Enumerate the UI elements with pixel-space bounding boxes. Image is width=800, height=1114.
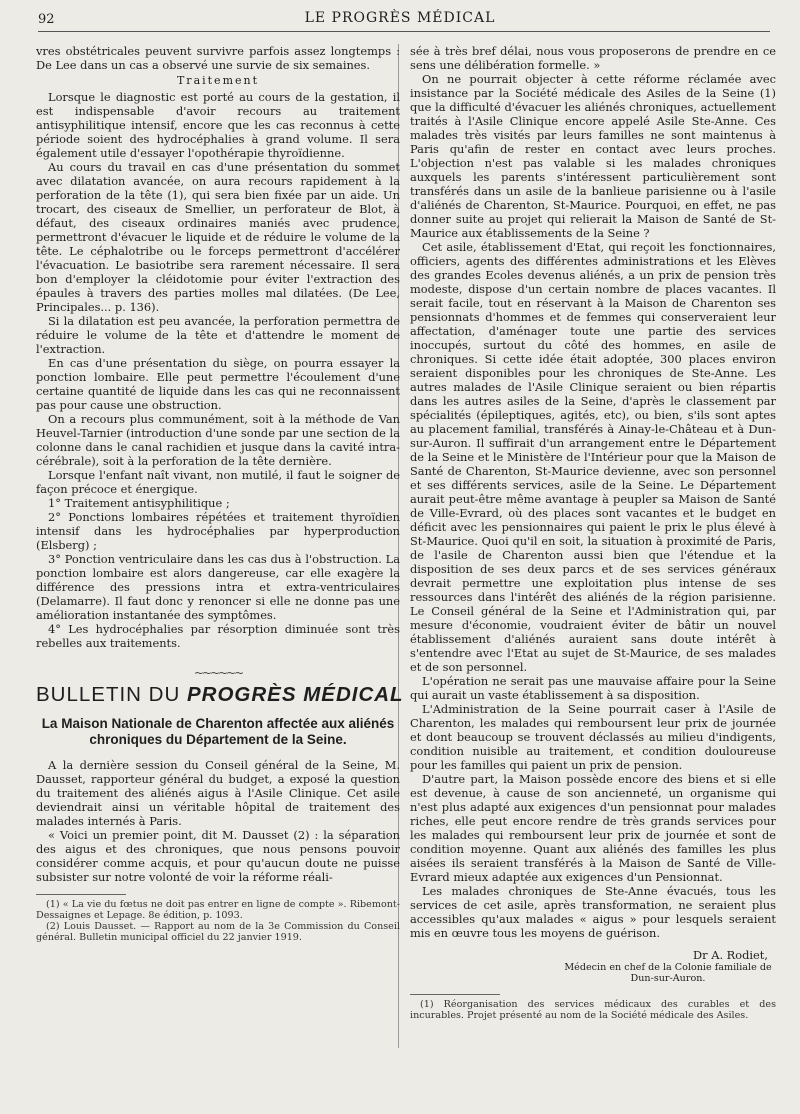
paragraph: D'autre part, la Maison possède encore des biens et si elle est devenue, à cause de son ancienneté, un organisme qui n'est plus adapté aux exigences d'un pensionnat pour malades riches, elle peut encore rendre de très grands services pour les malades qui remboursent leur prix de journée et sont de condition moyenne. Quant aux aliénés des familles les plus aisées ils seraient transférés à la Maison de Santé de Ville-Evrard mieux adaptée aux exigences d'un Pensionnat. — [410, 772, 776, 884]
article-title-line: La Maison Nationale de Charenton affectée aux aliénés — [41, 716, 395, 731]
header-rule — [38, 31, 770, 32]
footnote-rule — [36, 894, 126, 895]
footnote: (1) « La vie du fœtus ne doit pas entrer en ligne de compte ». Ribemont-Dessaignes et Lepage. 8e édition, p. 1093. — [36, 899, 400, 921]
paragraph: Lorsque le diagnostic est porté au cours de la gestation, il est indispensable d'avoir recours au traitement antisyphilitique intensif, encore que les cas reconnus à cette période soient des hydrocéphalies à grand volume. Il sera également utile d'essayer l'opothérapie thyroïdienne. — [36, 90, 400, 160]
paragraph: Lorsque l'enfant naît vivant, non mutilé, il faut le soigner de façon précoce et énergique. — [36, 468, 400, 496]
list-item: 3° Ponction ventriculaire dans les cas dus à l'obstruction. La ponction lombaire est alors dangereuse, car elle exagère la différence des pressions intra et extra-ventriculaires (Delamarre). Il faut donc y renoncer si elle ne donne pas une amélioration instantanée des symptômes. — [36, 552, 400, 622]
paragraph: On ne pourrait objecter à cette réforme réclamée avec insistance par la Société médicale des Asiles de la Seine (1) que la difficulté d'évacuer les aliénés chroniques, actuellement traités à l'Asile Clinique encore appelé Asile Ste-Anne. Ces malades très visités par leurs familles ne sont maintenus à Paris qu'afin de rester en contact avec leurs proches. L'objection n'est pas valable si les malades chroniques auxquels les parents s'intéressent particulièrement sont transférés dans un asile de la banlieue parisienne ou à l'asile d'aliénés de Charenton, St-Maurice. Pourquoi, en effet, ne pas donner suite au projet qui relierait la Maison de Santé de St-Maurice aux établissements de la Seine ? — [410, 72, 776, 240]
ornament-divider: ~~~~~~ — [193, 666, 243, 680]
signature — [410, 948, 776, 984]
paragraph: En cas d'une présentation du siège, on pourra essayer la ponction lombaire. Elle peut permettre l'écoulement d'une certaine quantité de liquide dans les cas qui ne reconnaissent pas pour cause une obstruction. — [36, 356, 400, 412]
paragraph: L'Administration de la Seine pourrait caser à l'Asile de Charenton, les malades qui remboursent leur prix de journée et dont beaucoup se trouvent déclassés au milieu d'indigents, condition nuisible au traitement, et condition douloureuse pour les familles qui paient un prix de pension. — [410, 702, 776, 772]
paragraph: On a recours plus communément, soit à la méthode de Van Heuvel-Tarnier (introduction d'une sonde par une section de la colonne dans le canal rachidien et jusque dans la cavité intra-cérébrale), soit à la perforation de la tête dernière. — [36, 412, 400, 468]
paragraph: Cet asile, établissement d'Etat, qui reçoit les fonctionnaires, officiers, agents des différentes administrations et les Elèves des grandes Ecoles devenus aliénés, a un prix de pension très modeste, dispose d'un certain nombre de places vacantes. Il serait facile, tout en réservant à la Maison de Charenton ses pensionnats d'hommes et de femmes qui conserveraient leur affectation, d'aménager toute une partie des services inoccupés, surtout du côté des hommes, en asile de chroniques. Si cette idée était adoptée, 300 places environ seraient disponibles pour les chroniques de Ste-Anne. Les autres malades de l'Asile Clinique seraient ou bien répartis dans les autres asiles de la Seine, d'après le classement par spécialités (épileptiques, agités, etc), ou bien, s'ils sont aptes au placement familial, transférés à Ainay-le-Château et à Dun-sur-Auron. Il suffirait d'un arrangement entre le Département de la Seine et le Ministère de l'Intérieur pour que la Maison de Santé de Charenton, St-Maurice devienne, avec son personnel et ses différents services, asile de la Seine. Le Département aurait peut-être même avantage à peupler sa Maison de Santé de Ville-Evrard, où des places sont vacantes et le budget en déficit avec les pensionnaires qui paient le prix le plus élevé à St-Maurice. Quoi qu'il en soit, la situation à proximité de Paris, de l'asile de Charenton aussi bien que l'étendue et la disposition de ses deux parcs et de ses services généraux devrait permettre une exploitation plus intense de ses ressources dans l'intérêt des aliénés de la région parisienne. Le Conseil général de la Seine et l'Administration qui, par mesure d'économie, voudraient éviter de bâtir un nouvel établissement d'aliénés auraient sans doute intérêt à s'entendre avec l'Etat au sujet de St-Maurice, de ses malades et de son personnel. — [410, 240, 776, 674]
paragraph: Si la dilatation est peu avancée, la perforation permettra de réduire le volume de la tête et d'attendre le moment de l'extraction. — [36, 314, 400, 356]
footnotes — [36, 899, 400, 943]
paragraph: sée à très bref délai, nous vous proposerons de prendre en ce sens une délibération formelle. » — [410, 44, 776, 72]
list-item: 1° Traitement antisyphilitique ; — [48, 496, 230, 510]
running-head: LE PROGRÈS MÉDICAL — [304, 10, 496, 26]
footnote-rule — [410, 994, 500, 995]
section-title-traitement: Traitement — [176, 74, 260, 87]
footnote: (1) Réorganisation des services médicaux des curables et des incurables. Projet présenté au nom de la Société médicale des Asiles. — [410, 999, 776, 1021]
paragraph: « Voici un premier point, dit M. Dausset (2) : la séparation des aigus et des chroniques, que nous pensons pouvoir considérer comme acquis, et pour qu'aucun doute ne puisse subsister sur notre volonté de voir la réforme réali- — [36, 828, 400, 884]
bulletin-title-plain: BULLETIN DU — [36, 683, 187, 706]
bulletin-title — [36, 683, 404, 706]
page-header — [0, 0, 800, 30]
list-item: 4° Les hydrocéphalies par résorption diminuée sont très rebelles aux traitements. — [36, 622, 400, 650]
right-column — [410, 44, 776, 1021]
article-title — [36, 716, 400, 748]
footnote: (2) Louis Dausset. — Rapport au nom de la 3e Commission du Conseil général. Bulletin municipal officiel du 22 janvier 1919. — [36, 921, 400, 943]
page-number: 92 — [38, 12, 55, 27]
article-title-line: chroniques du Département de la Seine. — [89, 732, 347, 747]
paragraph: A la dernière session du Conseil général de la Seine, M. Dausset, rapporteur général du budget, a exposé la question du traitement des aliénés aigus à l'Asile Clinique. Cet asile deviendrait ainsi un véritable hôpital de traitement des malades internés à Paris. — [36, 758, 400, 828]
signature-name: Dr A. Rodiet, — [693, 948, 768, 962]
paragraph: Au cours du travail en cas d'une présentation du sommet avec dilatation avancée, on aura recours rapidement à la perforation de la tête (1), qui sera bien fixée par un aide. Un trocart, des ciseaux de Smellier, un perforateur de Blot, à défaut, des ciseaux ordinaires maniés avec prudence, permettront d'évacuer le liquide et de réduire le volume de la tête. Le céphalotribe ou le forceps permettront d'accélérer l'évacuation. Le basiotribe sera rarement nécessaire. Il sera bon d'employer la cléidotomie pour éviter l'extraction des épaules à travers des parties molles mal dilatées. (De Lee, Principales... p. 136). — [36, 160, 400, 314]
paragraph: vres obstétricales peuvent survivre parfois assez longtemps : De Lee dans un cas a observé une survie de six semaines. — [36, 44, 400, 72]
bulletin-title-italic: PROGRÈS MÉDICAL — [186, 683, 404, 706]
footnotes — [410, 999, 776, 1021]
left-column — [36, 44, 404, 943]
list-item: 2° Ponctions lombaires répétées et traitement thyroïdien intensif dans les hydrocéphalies par hyperproduction (Elsberg) ; — [36, 510, 400, 552]
paragraph: Les malades chroniques de Ste-Anne évacués, tous les services de cet asile, après transformation, ne seraient plus accessibles qu'aux malades « aigus » pour lesquels seraient mis en œuvre tous les moyens de guérison. — [410, 884, 776, 940]
paragraph: L'opération ne serait pas une mauvaise affaire pour la Seine qui aurait un vaste établissement à sa disposition. — [410, 674, 776, 702]
signature-role: Médecin en chef de la Colonie familiale de Dun-sur-Auron. — [564, 962, 772, 984]
